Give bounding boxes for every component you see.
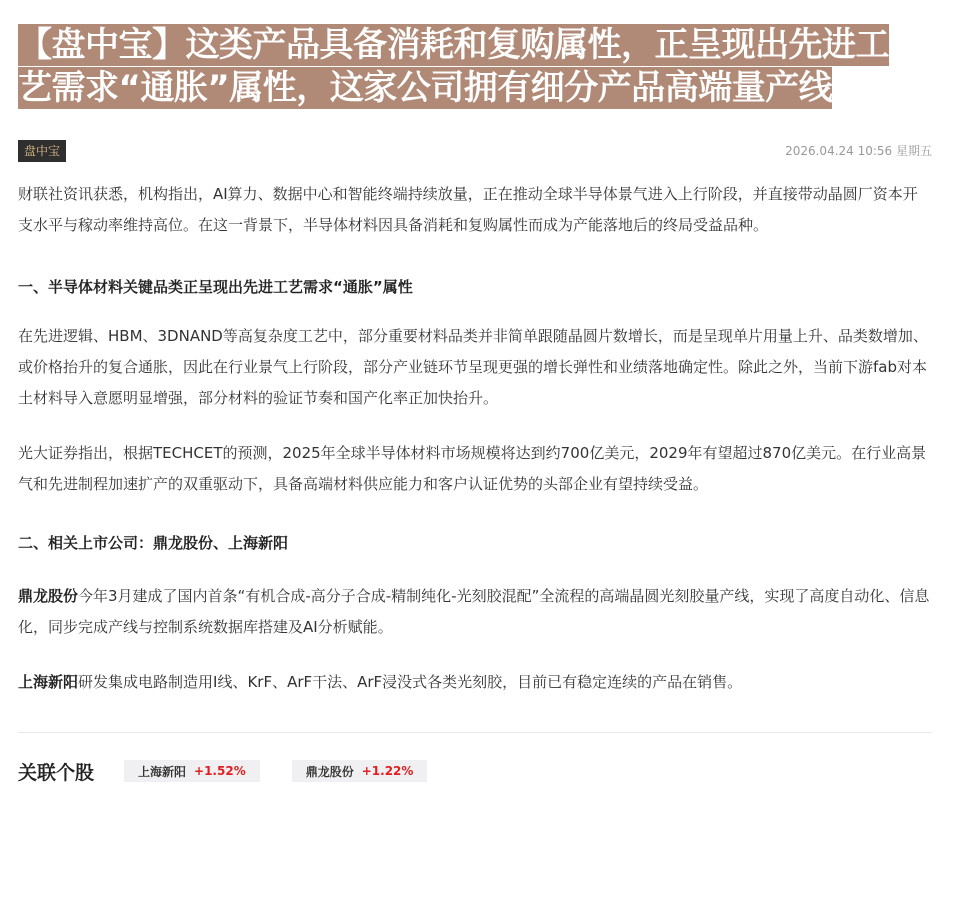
title-line-2: 艺需求“通胀”属性，这家公司拥有细分产品高端量产线 [18,68,833,108]
publish-datetime: 2026.04.24 10:56 星期五 [785,144,932,158]
section1-paragraph-1: 在先进逻辑、HBM、3DNAND等高复杂度工艺中，部分重要材料品类并非简单跟随晶圆片数增长，而是呈现单片用量上升、品类数增加、或价格抬升的复合通胀，因此在行业景气上行阶段，部分产业链环节呈现更强的增长弹性和业绩落地确定性。除此之外，当前下游fab对本土材料导入意愿明显增强，部分材料的验证节奏和国产化率正加快抬升。 [18,327,928,407]
related-stocks-title: 关联个股 [18,761,95,784]
company1-text: 今年3月建成了国内首条“有机合成-高分子合成-精制纯化-光刻胶混配”全流程的高端晶圆光刻胶量产线，实现了高度自动化、信息化，同步完成产线与控制系统数据库搭建及AI分析赋能。 [18,587,930,636]
company2-name: 上海新阳 [18,673,79,691]
section-divider [18,732,932,733]
section1-heading: 一、半导体材料关键品类正呈现出先进工艺需求“通胀”属性 [18,278,413,296]
related-stocks [18,757,932,785]
title-line-1: 【盘中宝】这类产品具备消耗和复购属性，正呈现出先进工 [18,25,889,65]
company1-paragraph [18,581,932,643]
section2-heading: 二、相关上市公司：鼎龙股份、上海新阳 [18,534,289,552]
company2-text: 研发集成电路制造用I线、KrF、ArF干法、ArF浸没式各类光刻胶，目前已有稳定连续的产品在销售。 [78,673,743,691]
stock-name: 上海新阳 [138,764,187,779]
article-title [18,24,932,110]
stock-chip[interactable] [292,760,428,782]
section1-paragraph-2: 光大证券指出，根据TECHCET的预测，2025年全球半导体材料市场规模将达到约700亿美元，2029年有望超过870亿美元。在行业高景气和先进制程加速扩产的双重驱动下，具备高端材料供应能力和客户认证优势的头部企业有望持续受益。 [18,444,927,493]
company1-name: 鼎龙股份 [18,587,79,605]
stock-chip[interactable] [124,760,260,782]
stock-change: +1.22% [361,764,414,778]
stock-change: +1.52% [194,764,246,778]
column-tag[interactable]: 盘中宝 [18,140,66,162]
stock-name: 鼎龙股份 [305,764,354,779]
intro-paragraph: 财联社资讯获悉，机构指出，AI算力、数据中心和智能终端持续放量，正在推动全球半导体景气进入上行阶段，并直接带动晶圆厂资本开支水平与稼动率维持高位。在这一背景下，半导体材料因具备消耗和复购属性而成为产能落地后的终局受益品种。 [18,185,918,234]
meta-row [18,140,932,164]
company2-paragraph [18,667,932,698]
article-page [18,0,932,785]
